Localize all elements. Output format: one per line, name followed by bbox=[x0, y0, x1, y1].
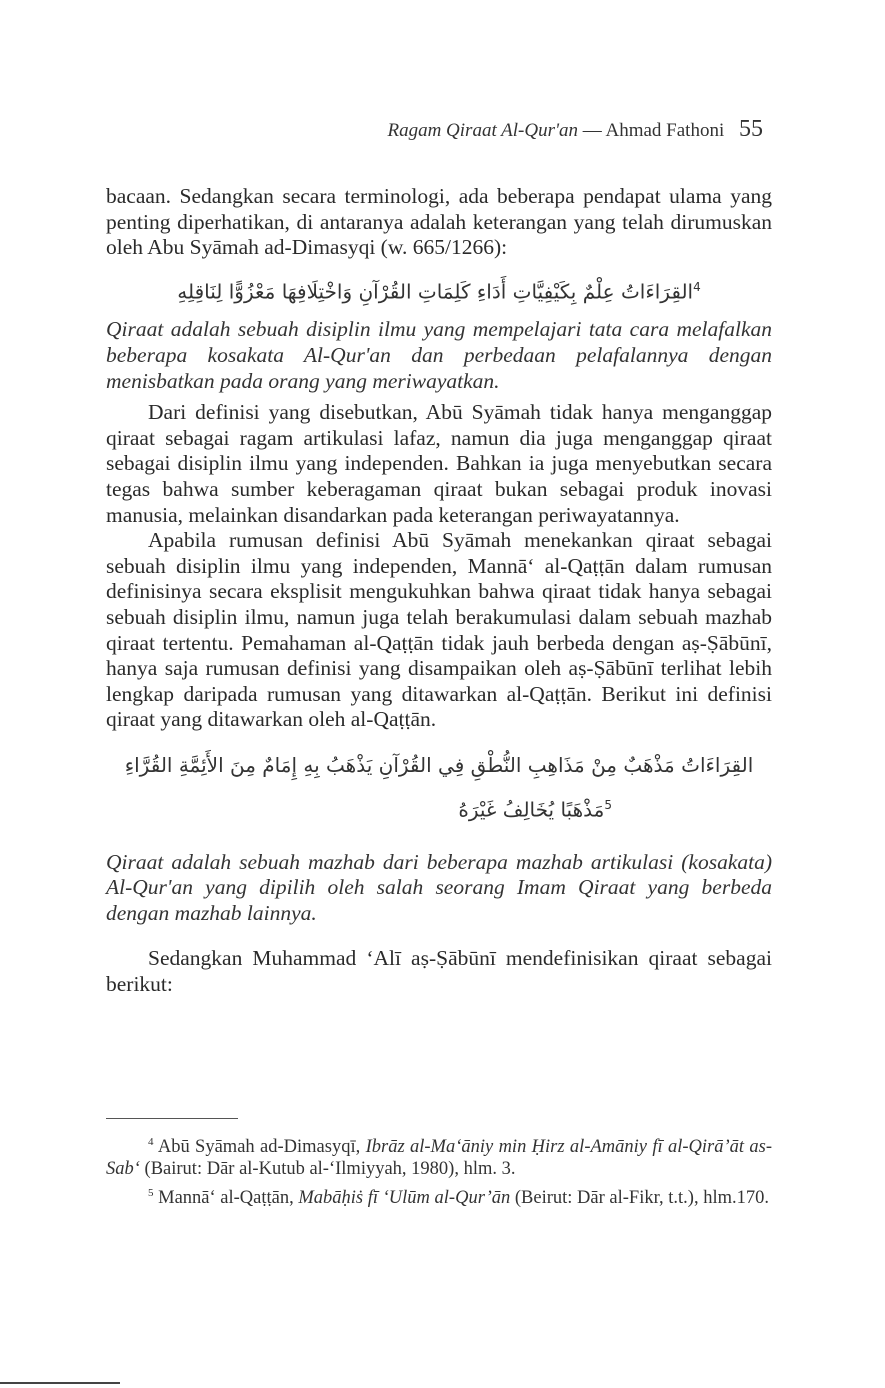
footnote-publication: (Beirut: Dār al-Fikr, t.t.), hlm.170. bbox=[510, 1188, 769, 1209]
footnote-author: Abū Syāmah ad-Dimasyqī, bbox=[157, 1137, 361, 1158]
arabic-text-2: مَذْهَبًا يُخَالِفُ غَيْرَهُ bbox=[458, 797, 605, 822]
footnote-ref-4: 4 bbox=[693, 279, 701, 294]
footnote-book-title: Ibrāz al-Ma‘āniy min Ḥirz al-Amāniy fī al-Qirā’āt as-Sab‘ bbox=[106, 1137, 773, 1180]
footnotes bbox=[106, 1118, 772, 1211]
arabic-definition-2-line-1: القِرَاءَاتُ مَذْهَبٌ مِنْ مَذَاهِبِ النُّطْقِ فِي القُرْآنِ يَذْهَبُ بِهِ إِمَامٌ مِنَ الأَئِمَّةِ القُرَّاءِ bbox=[124, 752, 754, 777]
footnote-publication: (Bairut: Dār al-Kutub al-‘Ilmiyyah, 1980), hlm. 3. bbox=[139, 1159, 516, 1180]
page-edge-mark bbox=[0, 1382, 120, 1384]
running-header bbox=[100, 116, 763, 143]
translation-2: Qiraat adalah sebuah mazhab dari beberapa mazhab artikulasi (kosakata) Al-Qur'an yang dipilih oleh salah seorang Imam Qiraat yang berbeda dengan mazhab lainnya. bbox=[106, 849, 772, 925]
footnote-ref-5: 5 bbox=[604, 797, 612, 812]
arabic-text-1: القِرَاءَاتُ عِلْمٌ بِكَيْفِيَّاتِ أَدَاءِ كَلِمَاتِ القُرْآنِ وَاخْتِلَافِهَا مَعْزُوًّا لِنَاقِلِهِ bbox=[177, 279, 694, 304]
footnote-number: 5 bbox=[148, 1187, 154, 1200]
footnote-number: 4 bbox=[148, 1136, 154, 1148]
body-text bbox=[106, 184, 772, 998]
footnote-book-title: Mabāḥiṡ fī ‘Ulūm al-Qur’ān bbox=[298, 1188, 511, 1209]
footnote-rule bbox=[106, 1118, 238, 1119]
arabic-definition-1 bbox=[106, 267, 772, 312]
paragraph-3: Apabila rumusan definisi Abū Syāmah menekankan qiraat sebagai sebuah disiplin ilmu yang independen, Mannā‘ al-Qaṭṭān dalam rumusan definisinya secara eksplisit mengukuhkan bahwa qiraat tidak hanya sebagai sebuah disiplin ilmu, namun juga telah berakumulasi dalam sebuah mazhab qiraat tertentu. Pemahaman al-Qaṭṭān tidak jauh berbeda dengan aṣ-Ṣābūnī, hanya saja rumusan definisi yang disampaikan oleh aṣ-Ṣābūnī terlihat lebih lengkap daripada rumusan yang ditawarkan al-Qaṭṭān. Berikut ini definisi qiraat yang ditawarkan oleh al-Qaṭṭān. bbox=[106, 528, 772, 732]
header-title: Ragam Qiraat Al-Qur'an bbox=[387, 120, 579, 141]
translation-1: Qiraat adalah sebuah disiplin ilmu yang mempelajari tata cara melafalkan beberapa kosakata Al-Qur'an dan perbedaan pelafalannya dengan menisbatkan pada orang yang meriwayatkan. bbox=[106, 317, 772, 393]
footnote-author: Mannā‘ al-Qaṭṭān, bbox=[158, 1188, 294, 1209]
paragraph-2: Dari definisi yang disebutkan, Abū Syāmah tidak hanya menganggap qiraat sebagai ragam artikulasi lafaz, namun dia juga menganggap qiraat sebagai disiplin ilmu yang independen. Bahkan ia juga menyebutkan secara tegas bahwa sumber keberagaman qiraat bukan sebagai produk inovasi manusia, melainkan disandarkan pada keterangan periwayatannya. bbox=[106, 400, 772, 527]
paragraph-1: bacaan. Sedangkan secara terminologi, ada beberapa pendapat ulama yang penting diperhatikan, di antaranya adalah keterangan yang telah dirumuskan oleh Abu Syāmah ad-Dimasyqi (w. 665/1266): bbox=[106, 184, 772, 260]
arabic-definition-2-line-2 bbox=[106, 785, 772, 830]
footnote-5 bbox=[106, 1182, 772, 1209]
page-number: 55 bbox=[739, 116, 763, 142]
footnote-4 bbox=[106, 1131, 772, 1180]
header-author: Ahmad Fathoni bbox=[605, 120, 725, 141]
paragraph-4: Sedangkan Muhammad ‘Alī aṣ-Ṣābūnī mendefinisikan qiraat sebagai berikut: bbox=[106, 946, 772, 996]
header-separator: — bbox=[578, 120, 606, 141]
